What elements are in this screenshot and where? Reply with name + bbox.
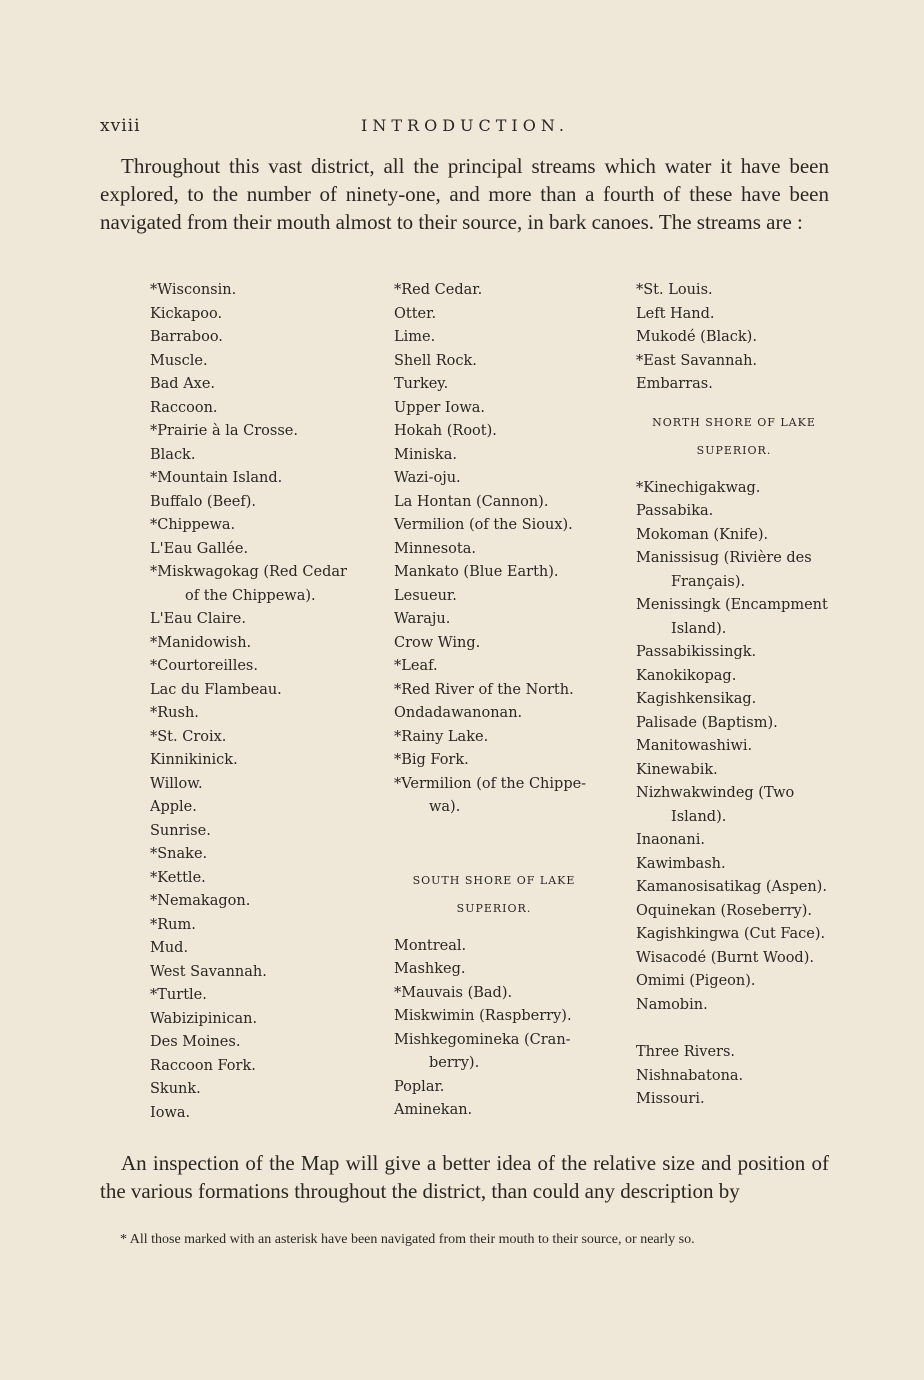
list-item: Passabikissingk. [636, 644, 757, 660]
list-item: Waraju. [394, 611, 451, 627]
list-item: Lime. [394, 329, 436, 345]
list-item: Bad Axe. [150, 376, 216, 392]
list-item: *Mauvais (Bad). [394, 984, 513, 1001]
streams-column-1 [150, 279, 365, 1125]
north-shore-heading-line2: SUPERIOR. [696, 443, 772, 457]
list-item: Wabizipinican. [150, 1010, 258, 1027]
list-item: Shell Rock. [394, 352, 477, 369]
list-item: *Wisconsin. [150, 282, 237, 298]
list-item: Omimi (Pigeon). [636, 973, 756, 989]
list-item: Three Rivers. [636, 1044, 736, 1060]
list-item-wrapped-line2: of the Chippewa). [185, 587, 316, 604]
list-item: Hokah (Root). [394, 423, 497, 439]
list-item: Kinnikinick. [150, 752, 238, 768]
list-item: Kagishkingwa (Cut Face). [636, 926, 826, 942]
list-item-wrapped-line1: Menissingk (Encampment [636, 597, 828, 613]
list-item: *Big Fork. [394, 752, 469, 768]
list-item: Nishnabatona. [636, 1067, 744, 1084]
list-item-wrapped-line1: *Miskwagokag (Red Cedar [150, 564, 347, 580]
list-item: *Kinechigakwag. [636, 479, 761, 496]
streams-column-3 [636, 279, 846, 1112]
list-item-wrapped-line1: Nizhwakwindeg (Two [636, 785, 795, 801]
list-item: Mukodé (Black). [636, 329, 757, 345]
list-item: Ondadawanonan. [394, 705, 523, 721]
list-item-wrapped-line2: wa). [429, 799, 461, 815]
list-item: *Rainy Lake. [394, 728, 489, 745]
south-shore-heading-line1: SOUTH SHORE OF LAKE [412, 873, 576, 887]
list-item: Muscle. [150, 352, 208, 369]
streams-column-2 [394, 279, 594, 1123]
list-item: *Red River of the North. [394, 681, 574, 698]
intro-paragraph-text: Throughout this vast district, all the principal streams which water it have been explored, to the number of ninety-one, and more than a fourth of these have been navigated from their mouth almost to their source, in bark canoes. The streams are : [100, 154, 829, 234]
list-item: Namobin. [636, 996, 708, 1013]
north-shore-heading-line1: NORTH SHORE OF LAKE [652, 415, 816, 429]
list-item: Mud. [150, 940, 189, 956]
list-item: Missouri. [636, 1091, 705, 1107]
list-item: *Rum. [150, 916, 196, 933]
list-item: Manitowashiwi. [636, 738, 753, 754]
list-item: Embarras. [636, 376, 713, 392]
page-number: xviii [100, 116, 141, 136]
list-item: *Rush. [150, 705, 199, 721]
list-item: Kagishkensikag. [636, 691, 757, 707]
list-item-wrapped-line2: Français). [671, 573, 746, 590]
north-shore-heading [622, 409, 846, 465]
list-item: *Kettle. [150, 869, 206, 886]
list-item: Buffalo (Beef). [150, 493, 257, 510]
list-item: *Nemakagon. [150, 893, 251, 909]
list-item: West Savannah. [150, 963, 267, 980]
list-item: Wisacodé (Burnt Wood). [636, 949, 814, 966]
list-item-wrapped-line1: Mishkegomineka (Cran- [394, 1031, 571, 1048]
list-item: Aminekan. [394, 1102, 473, 1118]
list-item: Kawimbash. [636, 855, 726, 872]
list-item: L'Eau Gallée. [150, 540, 249, 557]
list-item: Raccoon. [150, 399, 218, 416]
list-item-wrapped-line2: berry). [429, 1055, 480, 1071]
column1-list [150, 279, 365, 561]
list-item: Raccoon Fork. [150, 1057, 256, 1074]
running-title: INTRODUCTION. [361, 116, 569, 135]
list-item: Des Moines. [150, 1034, 241, 1050]
list-item: Otter. [394, 305, 437, 322]
list-item: Passabika. [636, 503, 714, 519]
column2-list [394, 279, 594, 773]
list-item: Left Hand. [636, 305, 715, 322]
intro-paragraph [100, 152, 829, 236]
list-item-wrapped-line2: Island). [671, 808, 727, 825]
list-item: Kamanosisatikag (Aspen). [636, 879, 827, 895]
list-item: Kanokikopag. [636, 667, 737, 684]
list-item: Willow. [150, 775, 203, 792]
footnote: * All those marked with an asterisk have been navigated from their mouth to their source, or nearly so. [120, 1232, 695, 1247]
list-item: Barraboo. [150, 329, 223, 345]
list-item: Skunk. [150, 1081, 201, 1097]
list-item: Kinewabik. [636, 761, 718, 778]
list-item: Wazi-oju. [394, 470, 461, 486]
list-item: *Courtoreilles. [150, 658, 258, 674]
list-item: Upper Iowa. [394, 399, 486, 416]
list-item: *Red Cedar. [394, 282, 483, 298]
list-item: Lac du Flambeau. [150, 681, 282, 698]
list-item: *Turtle. [150, 987, 207, 1003]
list-item: Black. [150, 446, 196, 463]
list-item: *Chippewa. [150, 517, 236, 533]
list-item: Apple. [150, 799, 197, 815]
list-item: Oquinekan (Roseberry). [636, 902, 812, 919]
list-item: La Hontan (Cannon). [394, 493, 549, 510]
list-item: Iowa. [150, 1104, 191, 1121]
list-item: *St. Croix. [150, 728, 227, 745]
list-item: Inaonani. [636, 832, 706, 848]
list-item: *Mountain Island. [150, 470, 283, 486]
list-item: L'Eau Claire. [150, 611, 246, 627]
list-item: *East Savannah. [636, 352, 758, 369]
list-item: *Leaf. [394, 658, 438, 674]
column1-list-rest [150, 608, 365, 1125]
list-item: Turkey. [394, 376, 449, 392]
list-item-wrapped-line1: *Vermilion (of the Chippe- [394, 775, 587, 792]
list-item: Mokoman (Knife). [636, 526, 769, 543]
list-item: *Manidowish. [150, 634, 252, 651]
spacer [636, 397, 846, 409]
list-item: Miskwimin (Raspberry). [394, 1008, 572, 1024]
list-item: Miniska. [394, 446, 457, 463]
spacer [394, 820, 594, 867]
spacer [394, 923, 594, 935]
list-item: Mankato (Blue Earth). [394, 564, 559, 580]
spacer [636, 1017, 846, 1029]
closing-paragraph-text: An inspection of the Map will give a better idea of the relative size and position of the various formations throughout the district, than could any description by [100, 1151, 829, 1203]
list-item: Montreal. [394, 937, 467, 954]
running-head [100, 116, 830, 140]
list-item: Sunrise. [150, 822, 211, 839]
list-item: *St. Louis. [636, 282, 713, 298]
list-item: Crow Wing. [394, 634, 481, 651]
list-item: Lesueur. [394, 587, 457, 604]
list-item-wrapped-line2: Island). [671, 620, 727, 637]
south-shore-heading-line2: SUPERIOR. [456, 901, 532, 915]
list-item: Mashkeg. [394, 961, 466, 977]
south-shore-heading [394, 867, 594, 923]
closing-paragraph [100, 1149, 829, 1205]
list-item: Poplar. [394, 1078, 445, 1095]
spacer [636, 465, 846, 477]
list-item: Minnesota. [394, 540, 476, 557]
list-item: Palisade (Baptism). [636, 714, 778, 731]
list-item: *Snake. [150, 846, 208, 862]
list-item: *Prairie à la Crosse. [150, 423, 298, 439]
list-item: Vermilion (of the Sioux). [394, 517, 573, 533]
list-item: Kickapoo. [150, 305, 223, 322]
list-item-wrapped-line1: Manissisug (Rivière des [636, 550, 812, 566]
